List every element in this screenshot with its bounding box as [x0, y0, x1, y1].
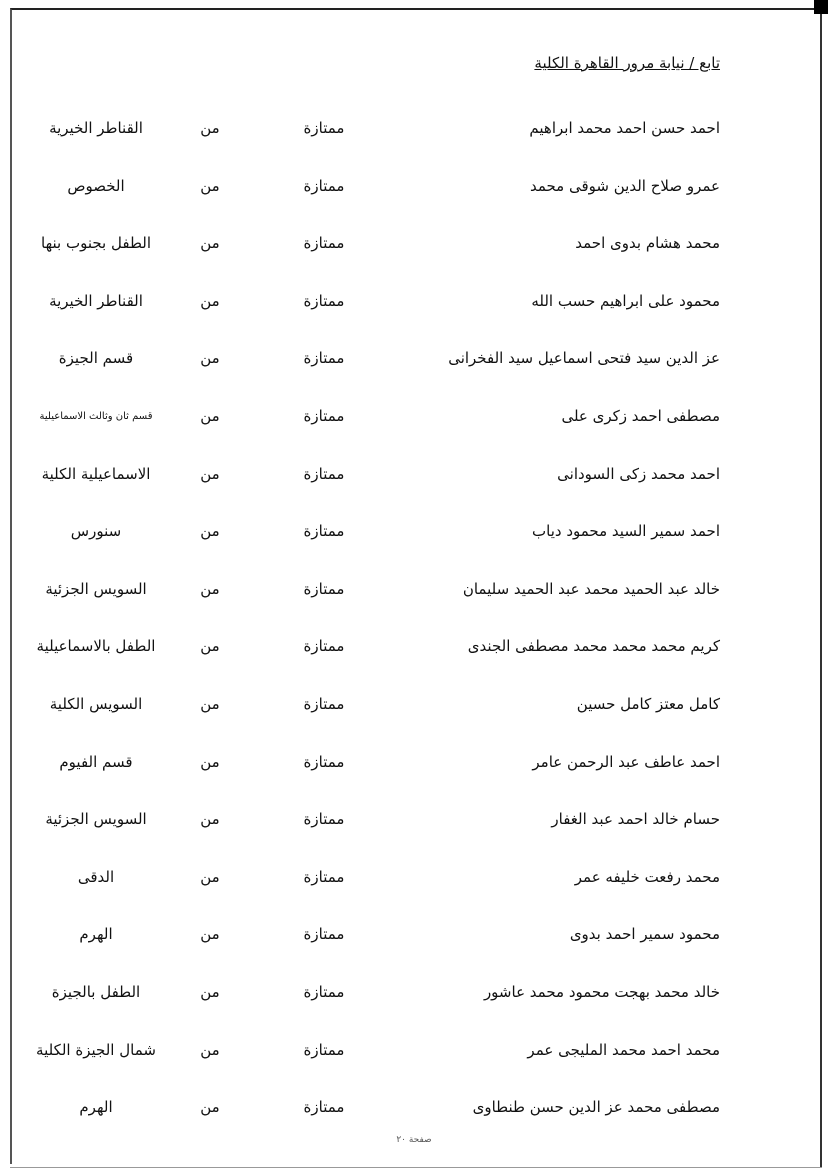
from-label: من [200, 1040, 220, 1059]
from-label: من [200, 291, 220, 310]
origin-place: الطفل بالاسماعيلية [36, 637, 156, 656]
employee-name: محمد رفعت خليفه عمر [574, 867, 720, 886]
grade-label: ممتازة [303, 694, 345, 713]
grade-label: ممتازة [303, 637, 345, 656]
list-item [0, 966, 828, 1024]
employee-name: احمد سمير السيد محمود دياب [532, 522, 720, 541]
origin-place: الطفل بجنوب بنها [41, 234, 151, 253]
scan-corner-mark [814, 0, 828, 14]
from-label: من [200, 464, 220, 483]
page-number: صفحة ٢٠ [396, 1135, 432, 1145]
from-label: من [200, 406, 220, 425]
origin-place: السويس الجزئية [45, 579, 147, 598]
list-item [0, 217, 828, 275]
list-item [0, 678, 828, 736]
employee-name: محمود سمير احمد بدوى [569, 925, 720, 944]
origin-place: الطفل بالجيزة [51, 982, 141, 1001]
origin-place: الخصوص [67, 176, 125, 195]
grade-label: ممتازة [303, 119, 345, 137]
employee-name: محمود على ابراهيم حسب الله [531, 291, 720, 310]
list-item [0, 332, 828, 390]
grade-label: ممتازة [303, 349, 345, 368]
list-item [0, 275, 828, 333]
grade-label: ممتازة [303, 234, 345, 253]
employee-name: محمد احمد محمد المليجى عمر [527, 1040, 720, 1059]
from-label: من [200, 982, 220, 1001]
origin-place: شمال الجيزة الكلية [36, 1040, 156, 1059]
employee-name: كريم محمد محمد محمد مصطفى الجندى [467, 637, 720, 656]
employee-name: محمد هشام بدوى احمد [575, 234, 720, 253]
employee-name: مصطفى محمد عز الدين حسن طنطاوى [472, 1098, 720, 1117]
from-label: من [200, 349, 220, 368]
list-item [0, 102, 828, 160]
list-item [0, 505, 828, 563]
grade-label: ممتازة [303, 1098, 345, 1117]
list-item [0, 620, 828, 678]
employee-name: حسام خالد احمد عبد الغفار [551, 810, 720, 829]
grade-label: ممتازة [303, 464, 345, 483]
grade-label: ممتازة [303, 925, 345, 944]
from-label: من [200, 867, 220, 886]
grade-label: ممتازة [303, 291, 345, 310]
list-item [0, 563, 828, 621]
list-item [0, 851, 828, 909]
from-label: من [200, 119, 220, 137]
employee-name: كامل معتز كامل حسين [576, 694, 720, 713]
employee-name: احمد محمد زكى السودانى [557, 464, 720, 483]
origin-place: قسم الفيوم [59, 752, 133, 771]
origin-place: قسم الجيزة [58, 349, 134, 368]
employee-name: خالد محمد بهجت محمود محمد عاشور [483, 982, 720, 1001]
from-label: من [200, 1098, 220, 1117]
list-item [0, 1081, 828, 1139]
list-item [0, 1024, 828, 1082]
from-label: من [200, 637, 220, 656]
grade-label: ممتازة [303, 982, 345, 1001]
from-label: من [200, 522, 220, 541]
grade-label: ممتازة [303, 522, 345, 541]
employee-name: احمد حسن احمد محمد ابراهيم [529, 119, 720, 137]
origin-place: القناطر الخيرية [49, 291, 143, 310]
origin-place: الدقى [77, 867, 115, 886]
origin-place: الهرم [79, 925, 113, 944]
list-item [0, 736, 828, 794]
from-label: من [200, 694, 220, 713]
origin-place: سنورس [70, 522, 122, 541]
from-label: من [200, 176, 220, 195]
grade-label: ممتازة [303, 406, 345, 425]
grade-label: ممتازة [303, 752, 345, 771]
grade-label: ممتازة [303, 1040, 345, 1059]
employee-name: خالد عبد الحميد محمد عبد الحميد سليمان [462, 579, 720, 598]
from-label: من [200, 579, 220, 598]
origin-place: قسم ثان وثالث الاسماعيلية [39, 410, 153, 422]
employee-name: مصطفى احمد زكرى على [561, 406, 720, 425]
origin-place: القناطر الخيرية [49, 119, 143, 137]
from-label: من [200, 234, 220, 253]
from-label: من [200, 752, 220, 771]
transfer-list [0, 102, 828, 1139]
list-item [0, 448, 828, 506]
origin-place: السويس الكلية [49, 694, 143, 713]
grade-label: ممتازة [303, 579, 345, 598]
origin-place: السويس الجزئية [45, 810, 147, 829]
employee-name: عمرو صلاح الدين شوقى محمد [529, 176, 720, 195]
employee-name: عز الدين سيد فتحى اسماعيل سيد الفخرانى [448, 349, 720, 368]
list-item [0, 908, 828, 966]
grade-label: ممتازة [303, 867, 345, 886]
grade-label: ممتازة [303, 176, 345, 195]
list-item [0, 793, 828, 851]
page-edge-bottom [10, 1167, 822, 1168]
list-item [0, 390, 828, 448]
origin-place: الاسماعيلية الكلية [41, 464, 151, 483]
origin-place: الهرم [79, 1098, 113, 1117]
employee-name: احمد عاطف عبد الرحمن عامر [532, 752, 720, 771]
from-label: من [200, 925, 220, 944]
grade-label: ممتازة [303, 810, 345, 829]
from-label: من [200, 810, 220, 829]
document-header: تابع / نيابة مرور القاهرة الكلية [534, 54, 720, 72]
list-item [0, 160, 828, 218]
